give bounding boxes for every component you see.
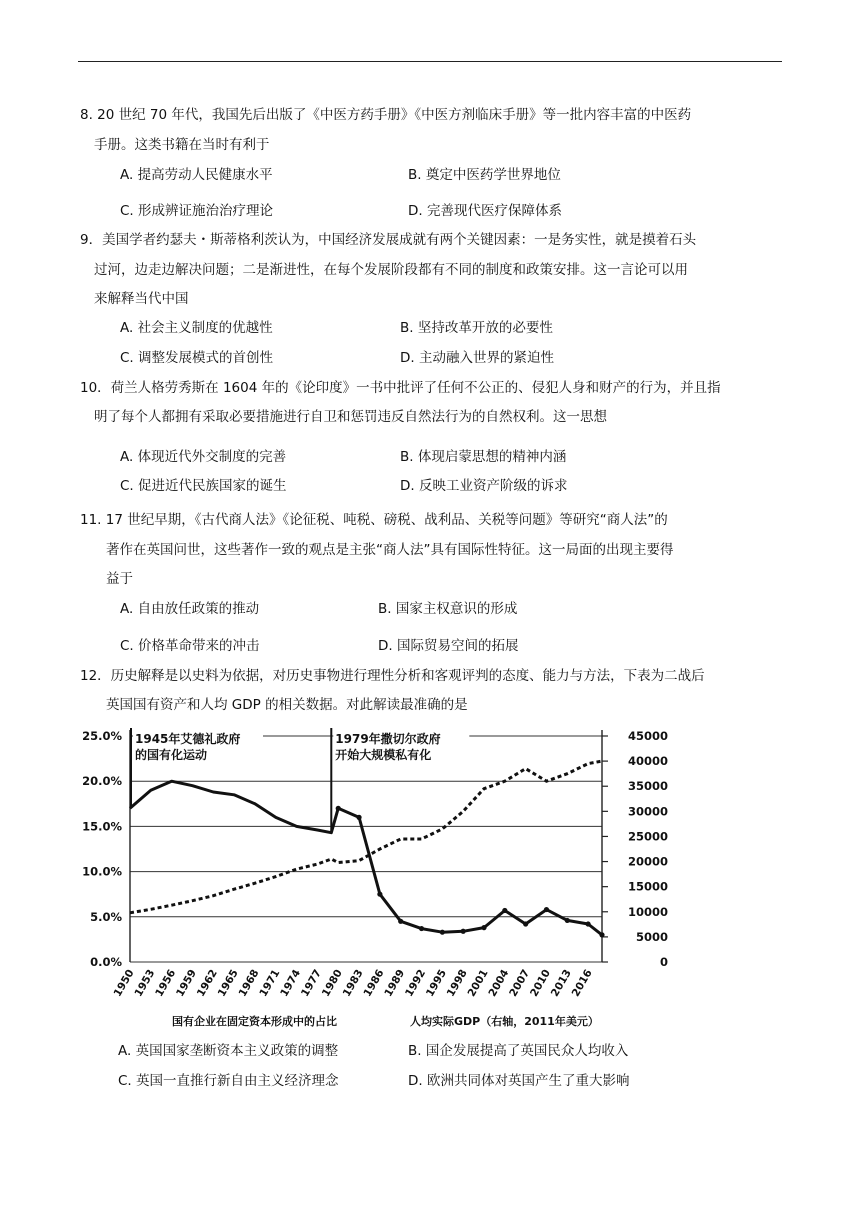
x-tick-label: 2013 xyxy=(548,967,574,999)
caption-right: 人均实际GDP（右轴，2011年美元） xyxy=(410,1015,599,1028)
q12-stem-line-2: 英国国有资产和人均 GDP 的相关数据。对此解读最准确的是 xyxy=(106,697,468,713)
annotation-text-0: 1945年艾德礼政府 xyxy=(135,732,241,746)
left-tick-label: 25.0% xyxy=(82,729,122,743)
data-point-state-share xyxy=(565,918,570,923)
q12-option-b[interactable]: B. 国企发展提高了英国民众人均收入 xyxy=(408,1043,629,1059)
x-axis-ticks xyxy=(112,968,595,999)
chart-annotations xyxy=(131,727,469,833)
series-gdp-per-capita xyxy=(130,761,602,913)
x-tick-label: 1998 xyxy=(444,967,470,999)
q9-option-d[interactable]: D. 主动融入世界的紧迫性 xyxy=(400,350,554,366)
q12-option-c[interactable]: C. 英国一直推行新自由主义经济理念 xyxy=(118,1073,339,1089)
data-point-state-share xyxy=(544,907,549,912)
q11-stem-line-1: 11. 17 世纪早期，《古代商人法》《论征税、吨税、磅税、战利品、关税等问题》等研究“商人法”的 xyxy=(80,512,668,528)
series-line-gdp xyxy=(130,761,602,913)
right-tick-label: 5000 xyxy=(635,929,668,944)
q10-option-b[interactable]: B. 体现启蒙思想的精神内涵 xyxy=(400,449,567,465)
x-tick-label: 1980 xyxy=(319,967,345,999)
x-tick-label: 1962 xyxy=(194,967,220,999)
caption-left: 国有企业在固定资本形成中的占比 xyxy=(172,1015,337,1028)
data-point-state-share xyxy=(377,892,382,897)
q9-option-c[interactable]: C. 调整发展模式的首创性 xyxy=(120,350,274,366)
x-tick-label: 1989 xyxy=(382,967,408,999)
q10-stem-line-1: 10．荷兰人格劳秀斯在 1604 年的《论印度》一书中批评了任何不公正的、侵犯人身和财产的行为，并且指 xyxy=(80,380,721,396)
right-tick-label: 45000 xyxy=(627,729,668,743)
left-tick-label: 10.0% xyxy=(82,864,122,879)
q9-stem-line-3: 来解释当代中国 xyxy=(94,291,189,307)
q10-option-d[interactable]: D. 反映工业资产阶级的诉求 xyxy=(400,478,568,494)
q11-option-b[interactable]: B. 国家主权意识的形成 xyxy=(378,601,518,617)
right-tick-label: 35000 xyxy=(627,779,668,794)
x-tick-label: 1992 xyxy=(403,967,429,999)
x-tick-label: 2010 xyxy=(528,967,554,999)
data-point-state-share xyxy=(461,929,466,934)
x-tick-label: 2016 xyxy=(569,967,595,999)
q8-option-b[interactable]: B. 奠定中医药学世界地位 xyxy=(408,167,561,183)
series-state-share xyxy=(130,781,605,937)
q11-stem-line-3: 益于 xyxy=(106,571,133,587)
right-axis-ticks xyxy=(602,729,668,969)
q10-stem-line-2: 明了每个人都拥有采取必要措施进行自卫和惩罚违反自然法行为的自然权利。这一思想 xyxy=(94,409,607,425)
x-tick-label: 1983 xyxy=(340,967,366,999)
x-tick-label: 1950 xyxy=(111,967,137,999)
annotation-text-1: 开始大规模私有化 xyxy=(335,748,432,762)
x-tick-label: 1965 xyxy=(215,967,241,999)
x-tick-label: 1974 xyxy=(278,967,304,999)
annotation-text-1: 1979年撒切尔政府 xyxy=(335,732,441,746)
q9-stem-line-1: 9．美国学者约瑟夫・斯蒂格利茨认为，中国经济发展成就有两个关键因素：一是务实性，就是摸着石头 xyxy=(80,232,697,248)
q11-option-d[interactable]: D. 国际贸易空间的拓展 xyxy=(378,638,519,654)
x-tick-label: 1968 xyxy=(236,967,262,999)
q9-option-b[interactable]: B. 坚持改革开放的必要性 xyxy=(400,320,553,336)
uk-state-asset-gdp-chart xyxy=(80,722,670,1032)
left-tick-label: 5.0% xyxy=(90,909,122,924)
q9-stem-line-2: 过河，边走边解决问题；二是渐进性，在每个发展阶段都有不同的制度和政策安排。这一言论可以用 xyxy=(94,262,688,278)
x-tick-label: 2001 xyxy=(465,967,491,999)
series-line-state-share xyxy=(130,781,602,935)
q8-option-a[interactable]: A. 提高劳动人民健康水平 xyxy=(120,167,273,183)
left-tick-label: 20.0% xyxy=(82,774,122,789)
q8-option-d[interactable]: D. 完善现代医疗保障体系 xyxy=(408,203,562,219)
right-tick-label: 0 xyxy=(659,955,668,969)
q11-option-a[interactable]: A. 自由放任政策的推动 xyxy=(120,601,260,617)
x-tick-label: 1995 xyxy=(423,967,449,999)
data-point-state-share xyxy=(440,930,445,935)
q11-stem-line-2: 著作在英国问世，这些著作一致的观点是主张“商人法”具有国际性特征。这一局面的出现主要得 xyxy=(106,542,674,558)
q9-option-a[interactable]: A. 社会主义制度的优越性 xyxy=(120,320,273,336)
q12-stem-line-1: 12．历史解释是以史料为依据，对历史事物进行理性分析和客观评判的态度、能力与方法，下表为二战后 xyxy=(80,668,705,684)
left-axis-ticks xyxy=(82,729,122,969)
data-point-state-share xyxy=(523,921,528,926)
x-tick-label: 1977 xyxy=(299,967,325,999)
q10-option-a[interactable]: A. 体现近代外交制度的完善 xyxy=(120,449,287,465)
right-tick-label: 30000 xyxy=(627,804,668,819)
q10-option-c[interactable]: C. 促进近代民族国家的诞生 xyxy=(120,478,287,494)
right-tick-label: 15000 xyxy=(627,879,668,894)
x-tick-label: 1956 xyxy=(153,967,179,999)
data-point-state-share xyxy=(502,908,507,913)
data-point-state-share xyxy=(336,806,341,811)
q8-stem-line-1: 8. 20 世纪 70 年代，我国先后出版了《中医方药手册》《中医方剂临床手册》等一批内容丰富的中医药 xyxy=(80,107,692,123)
data-point-state-share xyxy=(481,925,486,930)
x-tick-label: 1986 xyxy=(361,967,387,999)
q8-option-c[interactable]: C. 形成辨证施治治疗理论 xyxy=(120,203,274,219)
data-point-state-share xyxy=(599,932,604,937)
data-point-state-share xyxy=(398,919,403,924)
right-tick-label: 20000 xyxy=(627,854,668,869)
header-rule xyxy=(78,61,782,62)
right-tick-label: 40000 xyxy=(627,754,668,769)
x-tick-label: 2004 xyxy=(486,967,512,999)
q8-stem-line-2: 手册。这类书籍在当时有利于 xyxy=(94,137,270,153)
right-tick-label: 10000 xyxy=(627,904,668,919)
x-tick-label: 2007 xyxy=(507,967,533,999)
x-tick-label: 1953 xyxy=(132,967,158,999)
x-tick-label: 1959 xyxy=(174,967,200,999)
left-tick-label: 0.0% xyxy=(90,955,122,969)
annotation-text-0: 的国有化运动 xyxy=(135,748,208,762)
q12-option-d[interactable]: D. 欧洲共同体对英国产生了重大影响 xyxy=(408,1073,630,1089)
left-tick-label: 15.0% xyxy=(82,819,122,834)
data-point-state-share xyxy=(356,815,361,820)
q11-option-c[interactable]: C. 价格革命带来的冲击 xyxy=(120,638,260,654)
q12-option-a[interactable]: A. 英国国家垄断资本主义政策的调整 xyxy=(118,1043,339,1059)
right-tick-label: 25000 xyxy=(627,829,668,844)
data-point-state-share xyxy=(419,926,424,931)
x-tick-label: 1971 xyxy=(257,967,283,999)
data-point-state-share xyxy=(586,921,591,926)
